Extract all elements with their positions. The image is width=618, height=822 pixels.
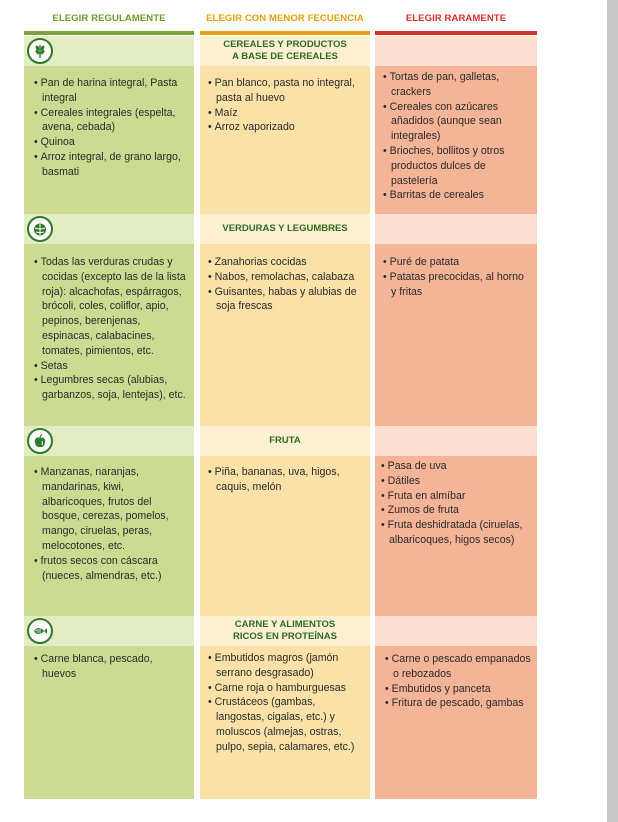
list-item: • Legumbres secas (alubias, garbanzos, soja, lentejas), etc. [34, 373, 188, 403]
list-item: • Carne roja o hamburguesas [208, 681, 362, 696]
section-band-fruta-rare [375, 426, 537, 456]
apple-icon [27, 428, 53, 454]
cell-carne-rare [375, 646, 537, 799]
header-rare: ELEGIR RARAMENTE [405, 13, 507, 24]
cell-cereales-rare [375, 66, 537, 214]
cell-cereales-less [200, 66, 370, 214]
list-item: • Pasa de uva [381, 459, 531, 474]
section-title-cereales: CEREALES Y PRODUCTOS A BASE DE CEREALES [223, 39, 347, 62]
cell-verduras-less [200, 244, 370, 426]
header-regular: ELEGIR REGULAMENTE [52, 13, 166, 24]
section-band-fruta [200, 426, 370, 456]
list-item: • Carne o pescado empanados o rebozados [385, 652, 531, 682]
section-band-carne-rare [375, 616, 537, 646]
cell-fruta-regular [24, 456, 194, 616]
header-less: ELEGIR CON MENOR FECUENCIA [206, 13, 364, 24]
list-item: • frutos secos con cáscara (nueces, almendras, etc.) [34, 554, 188, 584]
scrollbar[interactable] [607, 0, 618, 822]
list-item: • Cereales integrales (espelta, avena, cebada) [34, 106, 186, 136]
header-bar-less [200, 31, 370, 35]
section-title-carne: CARNE Y ALIMENTOS RICOS EN PROTEÍNAS [233, 619, 337, 642]
list-item: • Pan de harina integral, Pasta integral [34, 76, 186, 106]
list-item: • Tortas de pan, galletas, crackers [383, 70, 531, 100]
list-item: • Maíz [208, 106, 362, 121]
cell-fruta-less [200, 456, 370, 616]
section-title-fruta: FRUTA [269, 435, 301, 446]
list-item: • Pan blanco, pasta no integral, pasta al huevo [208, 76, 362, 106]
fish-icon [27, 618, 53, 644]
list-item: • Todas las verduras crudas y cocidas (excepto las de la lista roja): alcachofas, espárragos, brócoli, coles, coliflor, apio, pepinos, berenjenas, espinacas, calabacines, tomates, pimientos, etc. [34, 255, 188, 359]
header-bar-rare [375, 31, 537, 35]
wheat-icon [27, 38, 53, 64]
cell-carne-regular [24, 646, 194, 799]
section-band-cereales [200, 36, 370, 66]
list-item: • Embutidos y panceta [385, 682, 531, 697]
list-item: • Zanahorias cocidas [208, 255, 362, 270]
list-item: • Fritura de pescado, gambas [385, 696, 531, 711]
list-item: • Dátiles [381, 474, 531, 489]
list-item: • Guisantes, habas y alubias de soja frescas [208, 285, 362, 315]
cell-fruta-rare [375, 456, 537, 616]
list-item: • Barritas de cereales [383, 188, 531, 203]
section-title-verduras: VERDURAS Y LEGUMBRES [222, 223, 348, 234]
section-band-verduras-rare [375, 214, 537, 244]
section-band-cereales-rare [375, 36, 537, 66]
list-item: • Fruta deshidratada (ciruelas, albaricoques, higos secos) [381, 518, 531, 548]
list-item: • Embutidos magros (jamón serrano desgrasado) [208, 651, 362, 681]
cell-carne-less [200, 646, 370, 799]
list-item: • Arroz integral, de grano largo, basmati [34, 150, 186, 180]
list-item: • Cereales con azúcares añadidos (aunque sean integrales) [383, 100, 531, 144]
list-item: • Patatas precocidas, al horno y fritas [383, 270, 531, 300]
cell-verduras-regular [24, 244, 194, 426]
section-band-carne [200, 616, 370, 646]
vegetable-icon [27, 216, 53, 242]
list-item: • Carne blanca, pescado, huevos [34, 652, 188, 682]
list-item: • Quinoa [34, 135, 186, 150]
cell-verduras-rare [375, 244, 537, 426]
list-item: • Brioches, bollitos y otros productos dulces de pastelería [383, 144, 531, 188]
cell-cereales-regular [24, 66, 194, 214]
list-item: • Nabos, remolachas, calabaza [208, 270, 362, 285]
list-item: • Crustáceos (gambas, langostas, cigalas, etc.) y moluscos (almejas, ostras, pulpo, sepia, calamares, etc.) [208, 695, 362, 754]
section-band-verduras [200, 214, 370, 244]
list-item: • Piña, bananas, uva, higos, caquis, melón [208, 465, 362, 495]
header-bar-regular [24, 31, 194, 35]
list-item: • Manzanas, naranjas, mandarinas, kiwi, albaricoques, frutos del bosque, cerezas, pomelos, mango, ciruelas, peras, melocotones, etc. [34, 465, 188, 554]
list-item: • Zumos de fruta [381, 503, 531, 518]
list-item: • Setas [34, 359, 188, 374]
list-item: • Fruta en almíbar [381, 489, 531, 504]
list-item: • Puré de patata [383, 255, 531, 270]
list-item: • Arroz vaporizado [208, 120, 362, 135]
